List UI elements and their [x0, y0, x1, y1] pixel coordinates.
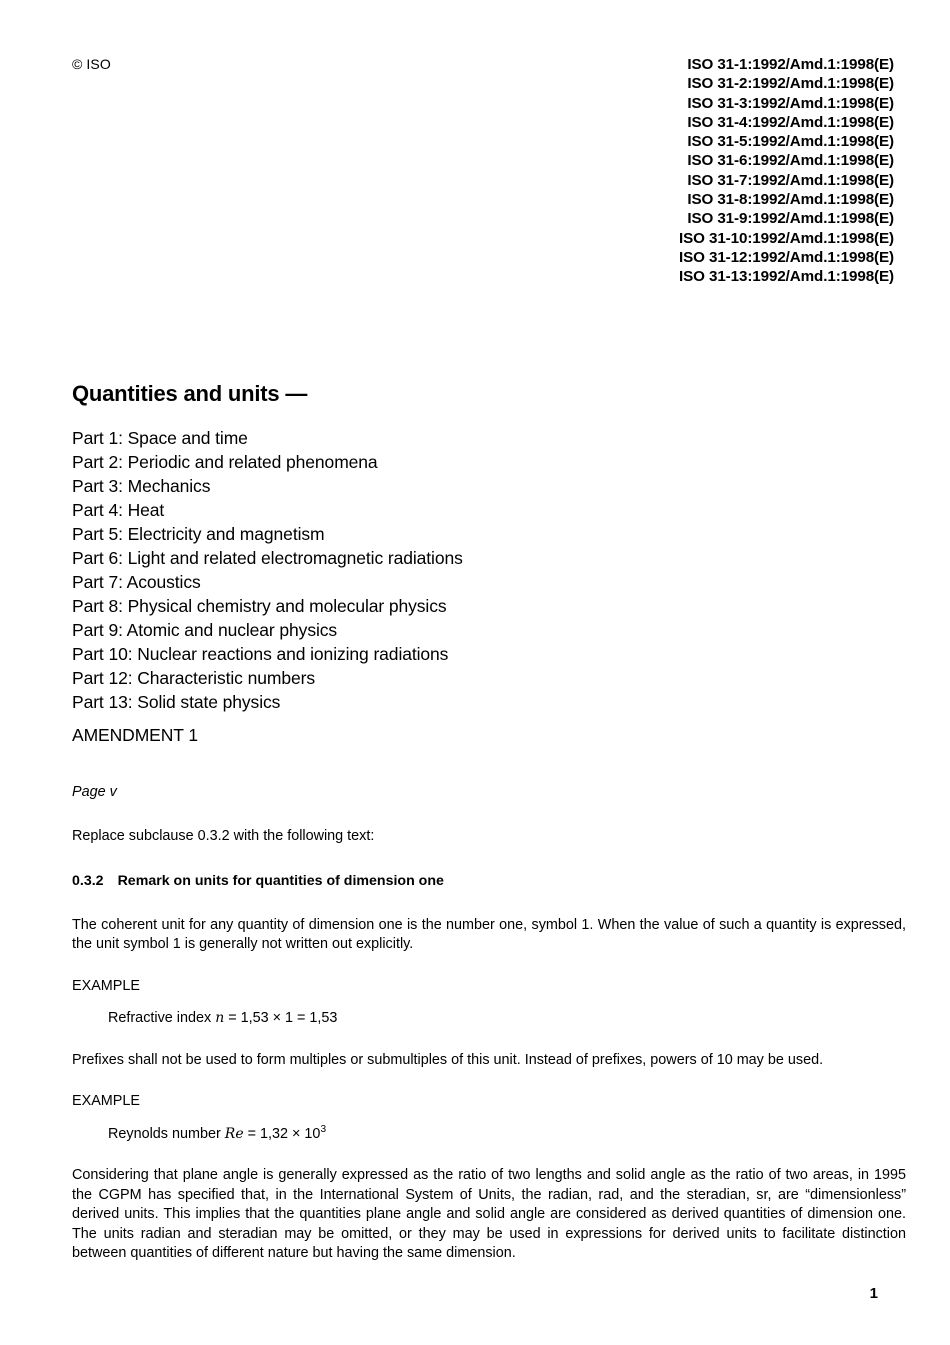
parts-list-item: Part 5: Electricity and magnetism	[72, 524, 325, 544]
page-number: 1	[869, 1285, 878, 1302]
document-code: ISO 31-6:1992/Amd.1:1998(E)	[687, 152, 894, 170]
subclause-title: Remark on units for quantities of dimension one	[117, 873, 444, 889]
page-title: Quantities and units —	[72, 381, 308, 406]
copyright-notice: © ISO	[72, 56, 111, 72]
amendment-label: AMENDMENT 1	[72, 725, 198, 745]
parts-list-item: Part 3: Mechanics	[72, 476, 211, 496]
document-code-list	[679, 55, 894, 287]
paragraph-prefixes: Prefixes shall not be used to form multiples or submultiples of this unit. Instead of prefixes, powers of 10 may be used.	[72, 1051, 824, 1068]
document-code: ISO 31-3:1992/Amd.1:1998(E)	[687, 94, 894, 112]
paragraph-coherent-unit: The coherent unit for any quantity of dimension one is the number one, symbol 1. When the value of such a quantity is expressed, the unit symbol 1 is generally not written out explicitly.	[72, 916, 906, 952]
replace-instruction: Replace subclause 0.3.2 with the following text:	[72, 827, 375, 844]
parts-list-item: Part 6: Light and related electromagnetic radiations	[72, 548, 463, 568]
document-code: ISO 31-5:1992/Amd.1:1998(E)	[687, 133, 894, 151]
math-exponent: 3	[320, 1123, 327, 1135]
document-code: ISO 31-10:1992/Amd.1:1998(E)	[679, 229, 894, 247]
parts-list-item: Part 10: Nuclear reactions and ionizing radiations	[72, 644, 449, 664]
example-label: EXAMPLE	[72, 977, 140, 994]
parts-list	[72, 426, 463, 714]
document-code: ISO 31-2:1992/Amd.1:1998(E)	[687, 75, 894, 93]
example-label: EXAMPLE	[72, 1093, 140, 1109]
document-code: ISO 31-7:1992/Amd.1:1998(E)	[687, 171, 894, 189]
subclause-number: 0.3.2	[72, 873, 104, 889]
math-variable-re: Re	[224, 1125, 244, 1142]
example-text-after: = 1,32 × 10	[243, 1125, 321, 1142]
paragraph-plane-angle: Considering that plane angle is generally expressed as the ratio of two lengths and solid angle as the ratio of two areas, in 1995 the CGPM has specified that, in the International System of Units, the radian, rad, and the steradian, sr, are “dimensionless” derived units. This implies that the quantities plane angle and solid angle are considered as derived quantities of dimension one. The units radian and steradian may be omitted, or they may be used in expressions for derived units to facilitate distinction between quantities of different nature but having the same dimension.	[72, 1167, 906, 1261]
document-code: ISO 31-1:1992/Amd.1:1998(E)	[687, 56, 894, 73]
page-header	[72, 55, 894, 287]
parts-list-item: Part 7: Acoustics	[72, 572, 201, 592]
page-reference: Page v	[72, 784, 117, 800]
document-code: ISO 31-4:1992/Amd.1:1998(E)	[687, 113, 894, 131]
document-code: ISO 31-12:1992/Amd.1:1998(E)	[679, 248, 894, 266]
document-code: ISO 31-9:1992/Amd.1:1998(E)	[687, 210, 894, 228]
example-reynolds-number	[72, 1125, 906, 1145]
example-text-before: Reynolds number	[108, 1125, 225, 1142]
example-refractive-index	[72, 1009, 906, 1029]
example-text-before: Refractive index	[108, 1010, 216, 1026]
example-text-after: = 1,53 × 1 = 1,53	[224, 1010, 338, 1026]
parts-list-item: Part 12: Characteristic numbers	[72, 668, 315, 688]
document-body	[72, 783, 906, 1264]
parts-list-item: Part 4: Heat	[72, 500, 165, 520]
document-code: ISO 31-8:1992/Amd.1:1998(E)	[687, 191, 894, 209]
document-code: ISO 31-13:1992/Amd.1:1998(E)	[679, 268, 894, 286]
subclause-heading	[72, 872, 906, 892]
parts-list-item: Part 9: Atomic and nuclear physics	[72, 620, 338, 640]
parts-list-item: Part 1: Space and time	[72, 428, 248, 448]
parts-list-item: Part 13: Solid state physics	[72, 692, 281, 712]
math-variable-n: n	[215, 1010, 225, 1026]
parts-list-item: Part 8: Physical chemistry and molecular physics	[72, 596, 447, 616]
parts-list-item: Part 2: Periodic and related phenomena	[72, 452, 378, 472]
